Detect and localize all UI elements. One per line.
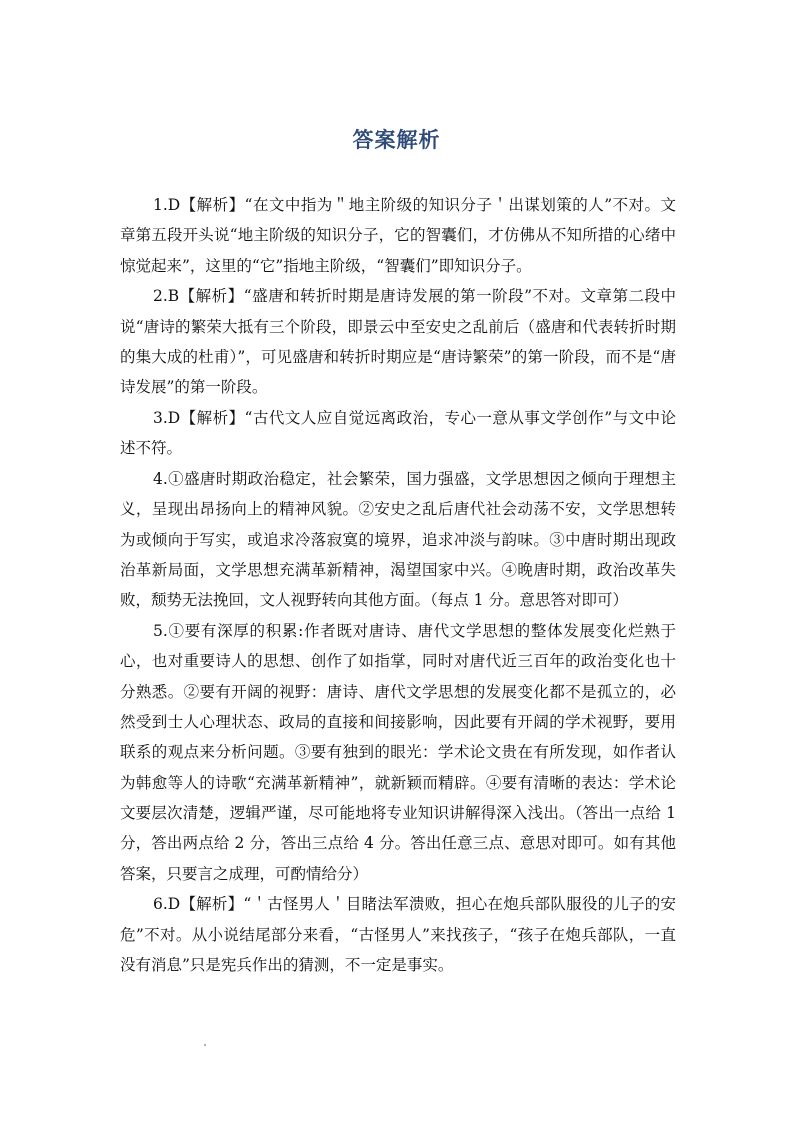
answer-item-2: 2.B【解析】“盛唐和转折时期是唐诗发展的第一阶段”不对。文章第二段中说“唐诗的繁荣大抵有三个阶段，即景云中至安史之乱前后（盛唐和代表转折时期的集大成的杜甫）”，可见盛唐和转折时期应是“唐诗繁荣”的第一阶段，而不是“唐诗发展”的第一阶段。	[120, 287, 676, 397]
answer-item-1: 1.D【解析】“在文中指为＂地主阶级的知识分子＇出谋划策的人”不对。文章第五段开头说“地主阶级的知识分子，它的智囊们，才仿佛从不知所措的心绪中惊觉起来”，这里的“它”指地主阶级，“智囊们”即知识分子。	[120, 196, 676, 275]
answer-item-6: 6.D【解析】“＇古怪男人＇目睹法军溃败，担心在炮兵部队服役的儿子的安危”不对。从小说结尾部分来看，“古怪男人”来找孩子，“孩子在炮兵部队，一直没有消息”只是宪兵作出的猜测，不一定是事实。	[120, 895, 676, 974]
answer-item-5: 5.①要有深厚的积累:作者既对唐诗、唐代文学思想的整体发展变化烂熟于心，也对重要诗人的思想、创作了如指掌，同时对唐代近三百年的政治变化也十分熟悉。②要有开阔的视野：唐诗、唐代文学思想的发展变化都不是孤立的，必然受到士人心理状态、政局的直接和间接影响，因此要有开阔的学术视野，要用联系的观点来分析问题。③要有独到的眼光：学术论文贵在有所发现，如作者认为韩愈等人的诗歌“充满革新精神”，就新颖而精辟。④要有清晰的表达：学术论文要层次清楚，逻辑严谨，尽可能地将专业知识讲解得深入浅出。（答出一点给 1 分，答出两点给 2 分，答出三点给 4 分。答出任意三点、意思对即可。如有其他答案，只要言之成理，可酌情给分）	[120, 622, 676, 883]
speck-mark	[204, 1044, 206, 1046]
page-title: 答案解析	[352, 127, 441, 152]
answer-item-4: 4.①盛唐时期政治稳定，社会繁荣，国力强盛，文学思想因之倾向于理想主义，呈现出昂扬向上的精神风貌。②安史之乱后唐代社会动荡不安，文学思想转为或倾向于写实，或追求冷落寂寞的境界，追求冲淡与韵味。③中唐时期出现政治革新局面，文学思想充满革新精神，渴望国家中兴。④晚唐时期，政治改革失败，颓势无法挽回，文人视野转向其他方面。（每点 1 分。意思答对即可）	[120, 470, 676, 610]
answer-item-3: 3.D【解析】“古代文人应自觉远离政治，专心一意从事文学创作”与文中论述不符。	[120, 409, 676, 458]
answer-list	[120, 190, 676, 981]
